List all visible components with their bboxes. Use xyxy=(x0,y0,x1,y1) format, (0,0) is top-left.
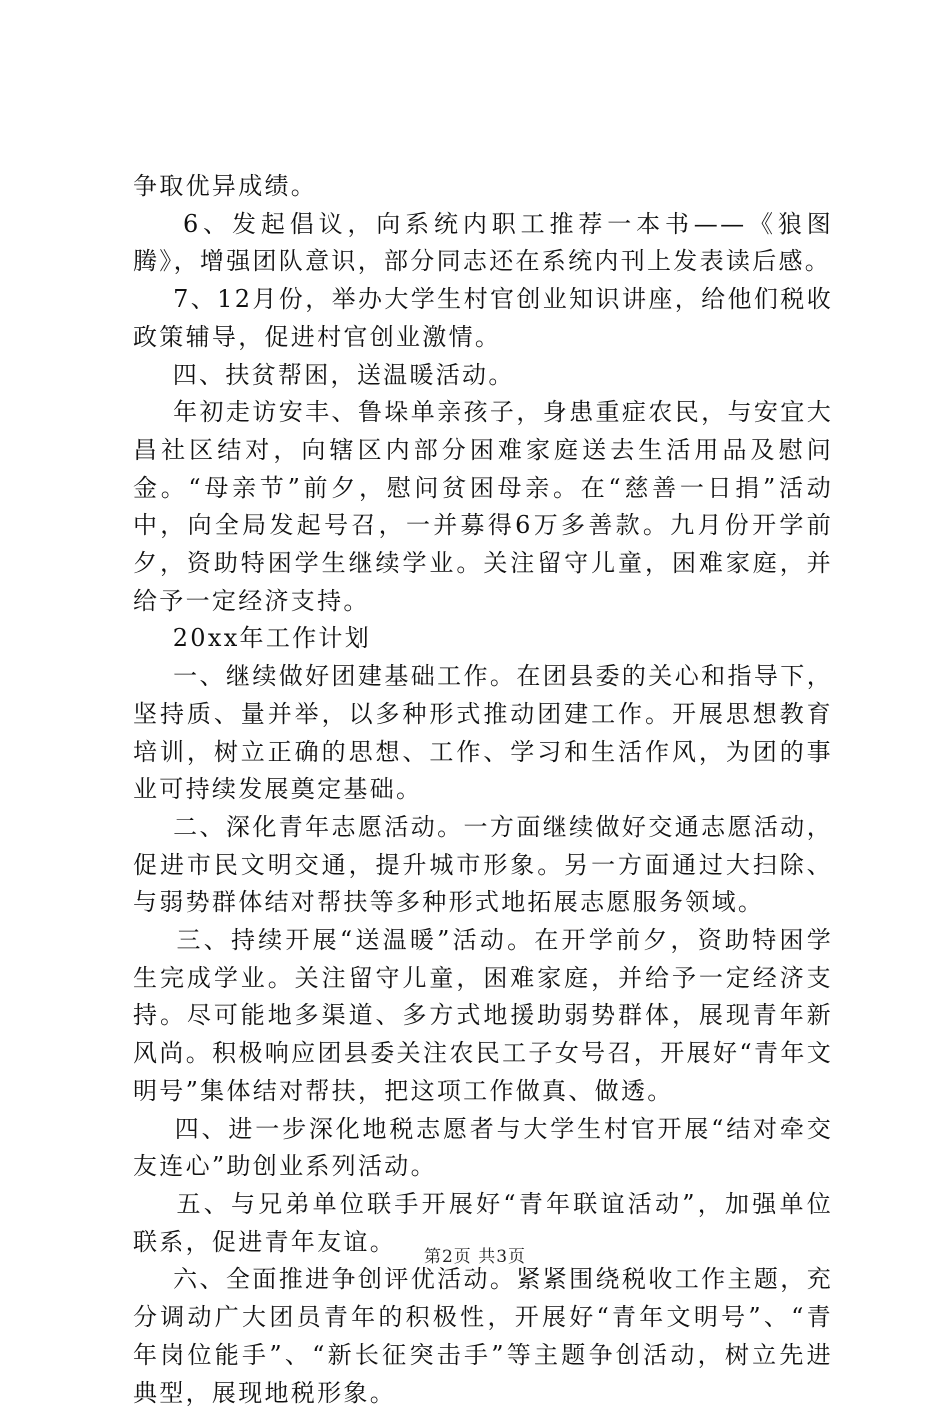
plan-item-5: 五、与兄弟单位联手开展好“青年联谊活动”，加强单位联系，促进青年友谊。 xyxy=(133,1189,833,1256)
section-heading-work-plan: 20xx年工作计划 xyxy=(133,624,372,653)
plan-item-6: 六、全面推进争创评优活动。紧紧围绕税收工作主题，充分调动广大团员青年的积极性，开展好“青年文明号”、“青年岗位能手”、“新长征突击手”等主题争创活动，树立先进典型，展现地税形象。 xyxy=(133,1265,834,1407)
plan-item-3: 三、持续开展“送温暖”活动。在开学前夕，资助特困学生完成学业。关注留守儿童，困难家庭，并给予一定经济支持。尽可能地多渠道、多方式地援助弱势群体，展现青年新风尚。积极响应团县委关注农民工子女号召，开展好“青年文明号”集体结对帮扶，把这项工作做真、做透。 xyxy=(133,926,833,1105)
document-body xyxy=(133,168,833,1412)
plan-item-2: 二、深化青年志愿活动。一方面继续做好交通志愿活动，促进市民文明交通，提升城市形象。另一方面通过大扫除、与弱势群体结对帮扶等多种形式地拓展志愿服务领域。 xyxy=(133,812,834,917)
paragraph-item-6: 6、发起倡议，向系统内职工推荐一本书——《狼图腾》，增强团队意识，部分同志还在系统内刊上发表读后感。 xyxy=(133,209,834,276)
page-footer-number: 第2页 共3页 xyxy=(423,1247,527,1267)
paragraph-poverty-relief: 年初走访安丰、鲁垛单亲孩子，身患重症农民，与安宜大昌社区结对，向辖区内部分困难家庭送去生活用品及慰问金。“母亲节”前夕，慰问贫困母亲。在“慈善一日捐”活动中，向全局发起号召，一并募得6万多善款。九月份开学前夕，资助特困学生继续学业。关注留守儿童，困难家庭，并给予一定经济支持。 xyxy=(133,398,834,615)
plan-item-4: 四、进一步深化地税志愿者与大学生村官开展“结对牵交友连心”助创业系列活动。 xyxy=(133,1114,833,1181)
plan-item-1: 一、继续做好团建基础工作。在团县委的关心和指导下，坚持质、量并举，以多种形式推动团建工作。开展思想教育培训，树立正确的思想、工作、学习和生活作风，为团的事业可持续发展奠定基础。 xyxy=(133,662,834,804)
section-heading-poverty-relief: 四、扶贫帮困，送温暖活动。 xyxy=(133,360,515,389)
paragraph-item-7: 7、12月份，举办大学生村官创业知识讲座，给他们税收政策辅导，促进村官创业激情。 xyxy=(133,285,834,351)
paragraph-continuation: 争取优异成绩。 xyxy=(133,172,318,200)
